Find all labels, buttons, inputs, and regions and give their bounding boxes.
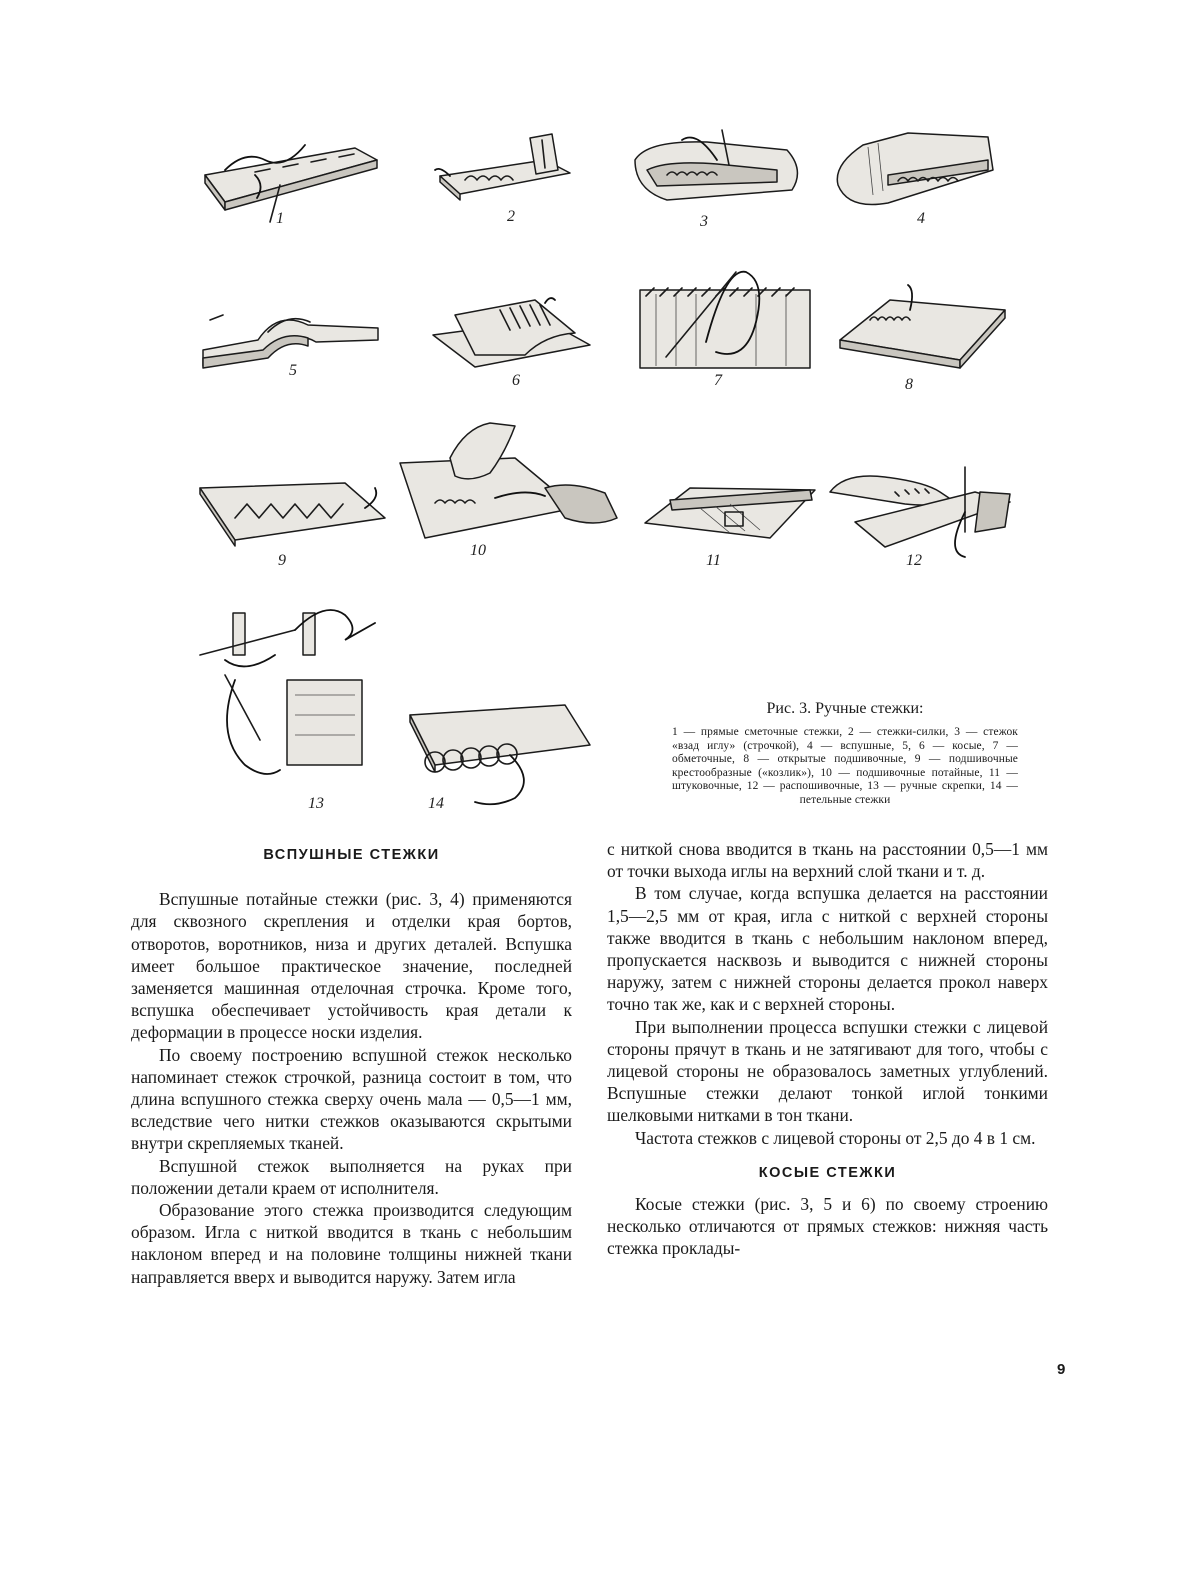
figure-number-13: 13 <box>308 795 324 812</box>
paragraph: В том случае, когда вспушка делается на расстоянии 1,5—2,5 мм от края, игла с ниткой с верхней стороны также вводится в ткань с небольшим наклоном вперед, пропускается насквозь и выводится с нижней стороны наружу, затем с нижней стороны делается прокол наверх точно так же, как и с верхней стороны. <box>607 883 1048 1015</box>
figure-caption-title: Рис. 3. Ручные стежки: <box>766 700 924 717</box>
paragraph-continuation: с ниткой снова вводится в ткань на расстоянии 0,5—1 мм от точки выхода иглы на верхний слой ткани и т. д. <box>607 839 1048 882</box>
figure-number-4: 4 <box>917 210 925 227</box>
paragraph: По своему построению вспушной стежок несколько напоминает стежок строчкой, разница состоит в том, что длина вспушного стежка сверху очень мала — 0,5—1 мм, вследствие чего нитки стежков оказываются скрытыми внутри скрепляемых тканей. <box>131 1044 572 1154</box>
stitch-illustration-4 <box>828 125 998 220</box>
figure-caption-body: 1 — прямые сметочные стежки, 2 — стежки-силки, 3 — стежок «взад иглу» (строчкой), 4 — вспушные, 5, 6 — косые, 7 — обметочные, 8 — открытые подшивочные, 9 — подшивочные крестообразные («козлик»), 10 — подшивочные потайные, 11 — штуковочные, 12 — распошивочные, 13 — ручные скрепки, 14 — петельные стежки <box>672 726 1018 806</box>
paragraph: При выполнении процесса вспушки стежки с лицевой стороны прячут в ткань и не затягивают для того, чтобы с лицевой стороны не образовалось заметных углублений. Вспушные стежки делают тонкой иглой тонкими шелковыми нитками в тон ткани. <box>607 1016 1048 1126</box>
stitch-illustration-3 <box>627 120 807 210</box>
paragraph: Образование этого стежка производится следующим образом. Игла с ниткой вводится в ткань с небольшим наклоном вперед и на половине толщины нижней ткани направляется вверх и выводится наружу. Затем игла <box>131 1200 572 1287</box>
stitch-illustration-7 <box>636 262 816 372</box>
stitch-illustration-14 <box>395 690 595 810</box>
figure-number-12: 12 <box>906 552 922 569</box>
paragraph: Косые стежки (рис. 3, 5 и 6) по своему строению несколько отличаются от прямых стежков: нижняя часть стежка проклады- <box>607 1194 1048 1259</box>
figure-number-11: 11 <box>706 552 721 569</box>
figure-number-1: 1 <box>276 210 284 227</box>
stitch-illustration-2 <box>430 128 580 208</box>
section-heading-kosye: КОСЫЕ СТЕЖКИ <box>758 1164 897 1181</box>
figure-number-7: 7 <box>714 372 722 389</box>
figure-number-5: 5 <box>289 362 297 379</box>
stitch-illustration-10 <box>395 418 620 548</box>
left-column <box>131 838 572 1288</box>
stitch-illustration-1 <box>195 130 395 230</box>
right-column <box>607 838 1048 1260</box>
paragraph: Частота стежков с лицевой стороны от 2,5 до 4 в 1 см. <box>635 1127 1036 1148</box>
stitch-illustration-11 <box>640 478 820 548</box>
figure-number-14: 14 <box>428 795 444 812</box>
section-heading-vspushnye: ВСПУШНЫЕ СТЕЖКИ <box>263 847 440 863</box>
figure-caption <box>672 700 1018 807</box>
figure-number-10: 10 <box>470 542 486 559</box>
stitch-illustration-9 <box>195 478 390 548</box>
figure-number-9: 9 <box>278 552 286 569</box>
figure-number-2: 2 <box>507 208 515 225</box>
paragraph: Вспушные потайные стежки (рис. 3, 4) применяются для сквозного скрепления и отделки края бортов, отворотов, воротников, низа и других деталей. Вспушка имеет большое практическое значение, последней заменяется машинная отделочная строчка. Кроме того, вспушка обеспечивает устойчивость края детали к деформации в процессе носки изделия. <box>131 889 572 1043</box>
stitch-illustration-13 <box>195 595 385 795</box>
stitch-illustration-8 <box>830 280 1015 375</box>
figure-number-8: 8 <box>905 376 913 393</box>
figure-number-6: 6 <box>512 372 520 389</box>
stitch-illustration-6 <box>425 295 600 380</box>
paragraph: Вспушной стежок выполняется на руках при положении детали краем от исполнителя. <box>131 1155 572 1198</box>
figure-number-3: 3 <box>700 213 708 230</box>
page-number: 9 <box>1057 1361 1066 1378</box>
stitch-illustration-12 <box>825 462 1015 562</box>
